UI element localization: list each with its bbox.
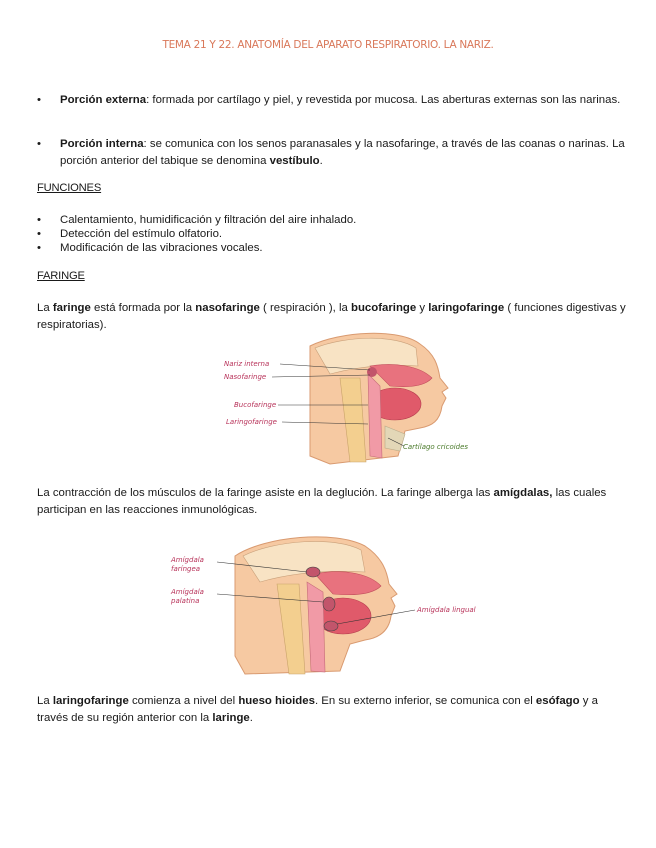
term: Porción externa <box>60 94 147 106</box>
page-title: TEMA 21 Y 22. ANATOMÍA DEL APARATO RESPIRATORIO. LA NARIZ. <box>162 39 494 51</box>
bullet-icon: • <box>37 242 41 254</box>
term: vestíbulo <box>269 155 320 167</box>
tonsils-diagram <box>165 526 525 676</box>
text: Modificación de las vibraciones vocales. <box>60 242 263 254</box>
term: Porción interna <box>60 138 144 150</box>
figure-label: Amígdala faríngea <box>171 556 204 573</box>
paragraph: La faringe está formada por la nasofaringe ( respiración ), la bucofaringe y laringofaringe ( funciones digestivas y respiratorias). <box>37 302 626 331</box>
bullet-icon: • <box>37 138 41 150</box>
section-heading-faringe: FARINGE <box>37 270 85 282</box>
text: : se comunica con los senos paranasales y la nasofaringe, a través de las coanas o narinas. La porción anterior del tabique se denomina <box>60 138 625 167</box>
paragraph: La contracción de los músculos de la faringe asiste en la deglución. La faringe alberga las amígdalas, las cuales participan en las reacciones inmunológicas. <box>37 487 607 516</box>
figure-label: Laringofaringe <box>226 418 277 426</box>
text: . <box>319 155 323 167</box>
figure-label: Amígdala lingual <box>417 606 476 614</box>
figure-label: Nasofaringe <box>224 373 267 381</box>
figure-label: Bucofaringe <box>234 401 277 409</box>
bullet-icon: • <box>37 228 41 240</box>
leader-lines <box>220 326 500 466</box>
text: Detección del estímulo olfatorio. <box>60 228 223 240</box>
leader-lines <box>165 526 525 676</box>
bullet-icon: • <box>37 214 41 226</box>
paragraph: La laringofaringe comienza a nivel del hueso hioides. En su externo inferior, se comunica con el esófago y a través de su región anterior con la laringe. <box>37 695 598 724</box>
text: : formada por cartílago y piel, y revestida por mucosa. Las aberturas externas son las narinas. <box>146 94 621 106</box>
text: Calentamiento, humidificación y filtración del aire inhalado. <box>60 214 357 226</box>
pharynx-diagram <box>220 326 500 466</box>
figure-label: Nariz interna <box>224 360 270 368</box>
figure-label: Amígdala palatina <box>171 588 204 605</box>
figure-label: Cartílago cricoides <box>403 443 469 451</box>
bullet-icon: • <box>37 94 41 106</box>
section-heading-funciones: FUNCIONES <box>37 182 102 194</box>
